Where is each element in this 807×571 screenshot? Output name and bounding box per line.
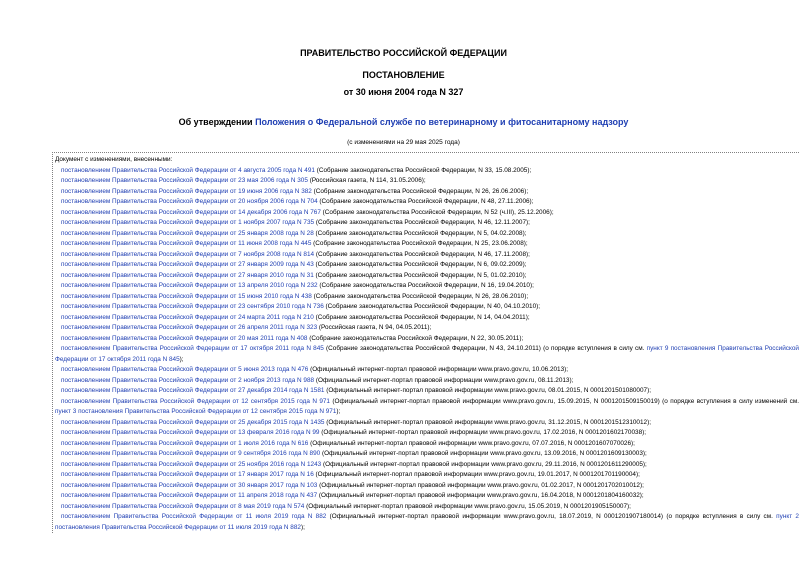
amendment-source: (Собрание законодательства Российской Федерации, N 26, 28.06.2010); [311,292,529,300]
amendment-item [55,166,799,177]
amendment-source: (Официальный интернет-портал правовой информации www.pravo.gov.ru, 29.11.2016, N 0001201611290005); [321,460,647,468]
amendment-link[interactable]: постановлением Правительства Российской Федерации от 25 января 2008 года N 28 [61,229,314,237]
amendment-link[interactable]: постановлением Правительства Российской Федерации от 12 сентября 2015 года N 971 [61,397,330,405]
amendment-source: (Собрание законодательства Российской Федерации, N 5, 04.02.2008); [313,229,527,237]
amendment-item [55,502,799,513]
document-title [0,117,807,127]
title-prefix: Об утверждении [178,117,256,127]
amendment-item [55,271,799,282]
amendment-source: (Официальный интернет-портал правовой информации www.pravo.gov.ru, 17.02.2016, N 0001201602170038); [319,429,647,436]
amendment-item [55,460,799,471]
amendment-item [55,491,799,502]
amendment-close: ); [300,523,305,531]
amendment-item [55,481,799,492]
amendment-item [55,187,799,198]
amendment-item [55,334,799,345]
date-number-heading: от 30 июня 2004 года N 327 [343,87,464,97]
effective-date-link[interactable]: пункт 3 постановления Правительства Российской Федерации от 12 сентября 2015 года N 971 [55,408,337,415]
amendment-source: (Официальный интернет-портал правовой информации www.pravo.gov.ru, 15.05.2019, N 0001201905150007); [304,502,631,510]
amendment-item [55,428,799,439]
amendment-item [55,418,799,429]
amendment-link[interactable]: постановлением Правительства Российской Федерации от 1 июля 2016 года N 616 [61,439,309,447]
amendment-link[interactable]: постановлением Правительства Российской Федерации от 25 ноября 2016 года N 1243 [61,460,322,468]
amendment-item [55,292,799,303]
amendment-item [55,197,799,208]
amendment-source: (Официальный интернет-портал правовой информации www.pravo.gov.ru, 01.02.2017, N 0001201702010012); [317,481,644,489]
amendment-link[interactable]: постановлением Правительства Российской Федерации от 13 апреля 2010 года N 232 [61,282,318,289]
amendment-link[interactable]: постановлением Правительства Российской Федерации от 20 мая 2011 года N 408 [61,334,308,342]
amendment-item-with-note [55,344,799,365]
amendment-link[interactable]: постановлением Правительства Российской Федерации от 23 сентября 2010 года N 736 [61,303,324,310]
amendment-source: (Официальный интернет-портал правовой информации www.pravo.gov.ru, 18.07.2019, N 0001201907180014) (о порядке вступления в силу см. [326,513,777,520]
amendment-link[interactable]: постановлением Правительства Российской Федерации от 25 декабря 2015 года N 1435 [61,418,325,426]
amendment-source: (Собрание законодательства Российской Федерации, N 46, 12.11.2007); [314,219,530,226]
doc-type-heading: ПОСТАНОВЛЕНИЕ [362,70,445,80]
amendment-link[interactable]: постановлением Правительства Российской Федерации от 15 июня 2010 года N 438 [61,292,312,300]
amendment-item [55,229,799,240]
amendment-item [55,470,799,481]
amendment-link[interactable]: постановлением Правительства Российской Федерации от 14 декабря 2006 года N 767 [61,208,321,216]
amendment-source: (Собрание законодательства Российской Федерации, N 48, 27.11.2006); [317,198,534,205]
amendment-item-with-note [55,512,799,533]
amendment-source: (Собрание законодательства Российской Федерации, N 40, 04.10.2010); [323,303,541,310]
amendment-item [55,260,799,271]
amendment-source: (Официальный интернет-портал правовой информации www.pravo.gov.ru, 13.09.2016, N 0001201609130003); [320,450,647,457]
amendment-link[interactable]: постановлением Правительства Российской Федерации от 11 июня 2008 года N 445 [61,240,312,247]
amendment-item [55,386,799,397]
amendment-source: (Официальный интернет-портал правовой информации www.pravo.gov.ru, 10.06.2013); [308,366,569,373]
amendment-link[interactable]: постановлением Правительства Российской Федерации от 23 мая 2006 года N 305 [61,177,308,184]
amendment-source: (Официальный интернет-портал правовой информации www.pravo.gov.ru, 07.07.2016, N 0001201607070026); [308,439,635,447]
amendment-source: (Собрание законодательства Российской Федерации, N 5, 01.02.2010); [313,271,527,279]
amendment-link[interactable]: постановлением Правительства Российской Федерации от 11 апреля 2018 года N 437 [61,492,318,499]
amendment-source: (Официальный интернет-портал правовой информации www.pravo.gov.ru, 19.01.2017, N 0001201701190004); [313,471,640,478]
amendment-link[interactable]: постановлением Правительства Российской Федерации от 2 ноября 2013 года N 988 [61,376,315,384]
amendment-item [55,323,799,334]
amendment-item-with-note [55,397,799,418]
amendment-source: (Собрание законодательства Российской Федерации, N 14, 04.04.2011); [313,313,530,321]
amendment-item [55,313,799,324]
amendment-link[interactable]: постановлением Правительства Российской Федерации от 1 ноября 2007 года N 735 [61,219,315,226]
amendment-item [55,449,799,460]
amendment-item [55,218,799,229]
amendment-source: (Собрание законодательства Российской Федерации, N 6, 09.02.2009); [313,261,527,268]
amendment-source: (Собрание законодательства Российской Федерации, N 22, 30.05.2011); [307,334,524,342]
amendment-item [55,376,799,387]
amendment-link[interactable]: постановлением Правительства Российской Федерации от 11 июля 2019 года N 882 [61,513,327,520]
amendment-source: (Собрание законодательства Российской Федерации, N 16, 19.04.2010); [317,282,534,289]
amendment-link[interactable]: постановлением Правительства Российской Федерации от 9 сентября 2016 года N 890 [61,450,321,457]
amendment-item [55,365,799,376]
amendment-source: (Официальный интернет-портал правовой информации www.pravo.gov.ru, 16.04.2018, N 0001201804160032); [317,492,644,499]
effective-date-link[interactable]: пункт 2 постановления Правительства Российской Федерации от 11 июля 2019 года N 882 [55,513,799,531]
amendment-link[interactable]: постановлением Правительства Российской Федерации от 17 января 2017 года N 16 [61,471,314,478]
amendment-source: (Собрание законодательства Российской Федерации, N 26, 26.06.2006); [311,187,529,195]
revision-note: (с изменениями на 29 мая 2025 года) [347,139,460,146]
amendment-link[interactable]: постановлением Правительства Российской Федерации от 17 октября 2011 года N 845 [61,345,324,352]
amendment-source: (Собрание законодательства Российской Федерации, N 43, 24.10.2011) (о порядке вступления в силу см. [323,345,647,352]
changes-intro: Документ с изменениями, внесенными: [55,156,173,163]
amendment-close: ); [179,355,184,363]
amendment-source: (Официальный интернет-портал правовой информации www.pravo.gov.ru, 08.01.2015, N 0001201501080007); [324,387,652,394]
amendment-link[interactable]: постановлением Правительства Российской Федерации от 19 июня 2006 года N 382 [61,187,312,195]
amendment-source: (Российская газета, N 114, 31.05.2006); [307,177,426,184]
amendment-item [55,176,799,187]
effective-date-link[interactable]: пункт 9 постановления Правительства Российской Федерации от 17 октября 2011 года N 845 [55,345,799,363]
amendment-link[interactable]: постановлением Правительства Российской Федерации от 27 января 2009 года N 43 [61,261,314,268]
amendment-item [55,250,799,261]
amendment-source: (Собрание законодательства Российской Федерации, N 33, 15.08.2005); [314,166,532,174]
title-link[interactable]: Положения о Федеральной службе по ветеринарному и фитосанитарному надзору [255,117,629,127]
amendment-source: (Собрание законодательства Российской Федерации, N 52 (ч.III), 25.12.2006); [320,208,554,216]
amendment-source: (Российская газета, N 94, 04.05.2011); [317,324,432,331]
amendment-link[interactable]: постановлением Правительства Российской Федерации от 27 декабря 2014 года N 1581 [61,387,325,394]
amendment-link[interactable]: постановлением Правительства Российской Федерации от 27 января 2010 года N 31 [61,271,314,279]
amendment-link[interactable]: постановлением Правительства Российской Федерации от 8 мая 2019 года N 574 [61,502,305,510]
amendment-source: (Собрание законодательства Российской Федерации, N 25, 23.06.2008); [311,240,528,247]
org-heading: ПРАВИТЕЛЬСТВО РОССИЙСКОЙ ФЕДЕРАЦИИ [300,48,507,58]
amendment-link[interactable]: постановлением Правительства Российской Федерации от 5 июня 2013 года N 476 [61,366,309,373]
amendment-close: ); [336,408,341,415]
amendment-link[interactable]: постановлением Правительства Российской Федерации от 13 февраля 2016 года N 99 [61,429,320,436]
amendment-link[interactable]: постановлением Правительства Российской Федерации от 26 апреля 2011 года N 323 [61,324,318,331]
amendment-item [55,281,799,292]
amendment-item [55,239,799,250]
amendment-source: (Собрание законодательства Российской Федерации, N 46, 17.11.2008); [314,250,530,258]
amendment-item [55,302,799,313]
amendment-link[interactable]: постановлением Правительства Российской Федерации от 20 ноября 2006 года N 704 [61,198,318,205]
amendment-item [55,439,799,450]
amendment-source: (Официальный интернет-портал правовой информации www.pravo.gov.ru, 15.09.2015, N 0001201509150019) (о порядке вступления в силу изменений см. [330,397,799,405]
amendment-link[interactable]: постановлением Правительства Российской Федерации от 30 января 2017 года N 103 [61,481,318,489]
amendment-link[interactable]: постановлением Правительства Российской Федерации от 4 августа 2005 года N 491 [61,166,315,174]
amendment-source: (Официальный интернет-портал правовой информации www.pravo.gov.ru, 31.12.2015, N 0001201512310012); [324,418,652,426]
amendment-source: (Официальный интернет-портал правовой информации www.pravo.gov.ru, 08.11.2013); [314,376,574,384]
amendment-link[interactable]: постановлением Правительства Российской Федерации от 24 марта 2011 года N 210 [61,313,314,321]
amendment-item [55,208,799,219]
amendment-link[interactable]: постановлением Правительства Российской Федерации от 7 ноября 2008 года N 814 [61,250,315,258]
changes-list [52,152,799,533]
